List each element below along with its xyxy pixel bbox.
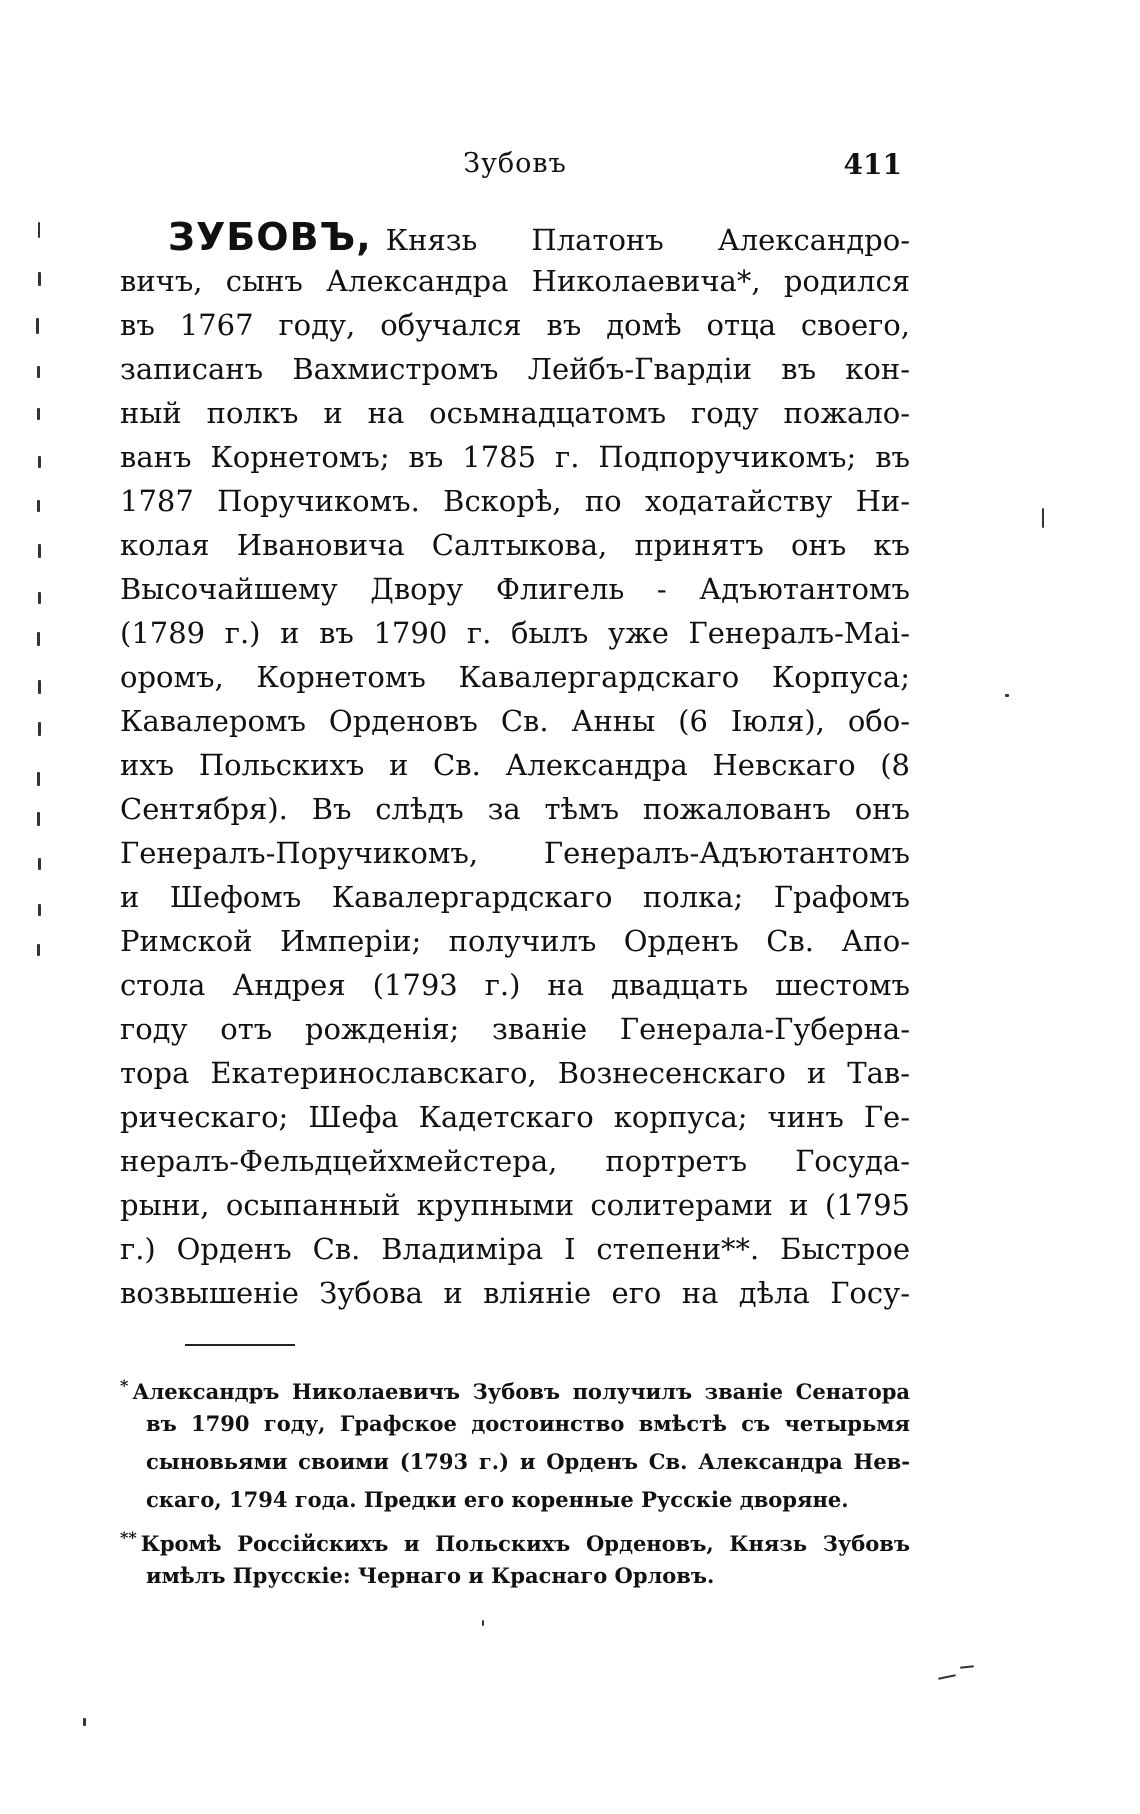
- scan-speck: [37, 944, 40, 956]
- scan-speck: [37, 366, 40, 378]
- footnote-line: сыновьями своими (1793 г.) и Орденъ Св. Александра Нев-: [146, 1449, 910, 1474]
- article-line: вичъ, сынъ Александра Николаевича*, родился: [120, 264, 910, 298]
- scan-speck: [960, 1665, 974, 1668]
- article-line: ихъ Польскихъ и Св. Александра Невскаго (8: [120, 748, 910, 782]
- article-line: ванъ Корнетомъ; въ 1785 г. Подпоручикомъ; въ: [120, 440, 910, 474]
- scan-speck: [83, 1718, 86, 1726]
- scan-speck: [37, 632, 40, 646]
- article-line: въ 1767 году, обучался въ домѣ отца своего,: [120, 308, 910, 342]
- scan-speck: [37, 408, 40, 420]
- article-line: Высочайшему Двору Флигель - Адъютантомъ: [120, 572, 910, 606]
- scan-speck: [38, 858, 41, 870]
- article-line: возвышеніе Зубова и вліяніе его на дѣла Госу-: [120, 1276, 910, 1310]
- article-line: нералъ-Фельдцейхмейстера, портретъ Госуда-: [120, 1144, 910, 1178]
- scan-speck: [1042, 508, 1044, 528]
- footnote-line: скаго, 1794 года. Предки его коренные Русскіе дворяне.: [146, 1487, 849, 1512]
- scan-speck: [938, 1674, 956, 1680]
- article-line: рическаго; Шефа Кадетскаго корпуса; чинъ Ге-: [120, 1100, 910, 1134]
- footnote-separator: [185, 1344, 295, 1346]
- scan-speck: [38, 544, 41, 558]
- article-line: 1787 Поручикомъ. Вскорѣ, по ходатайству Ни-: [120, 484, 910, 518]
- article-line-text: Князь Платонъ Александро-: [385, 223, 910, 257]
- footnote-line: [120, 1367, 910, 1405]
- footnote-line: [120, 1519, 910, 1557]
- scan-speck: [37, 812, 40, 826]
- footnotes: [120, 1367, 910, 1595]
- article-body: [120, 215, 910, 1315]
- footnote-line-text: Кромѣ Россійскихъ и Польскихъ Орденовъ, Князь Зубовъ: [140, 1531, 910, 1556]
- scan-speck: [38, 456, 41, 468]
- article-line: стола Андрея (1793 г.) на двадцать шестомъ: [120, 968, 910, 1002]
- scan-speck: [38, 722, 41, 736]
- article-line: тора Екатеринославскаго, Вознесенскаго и Тав-: [120, 1056, 910, 1090]
- scan-speck: [36, 318, 39, 334]
- scan-speck: [38, 592, 41, 604]
- article-line: записанъ Вахмистромъ Лейбъ-Гвардіи въ кон-: [120, 352, 910, 386]
- scan-speck: [38, 904, 41, 916]
- footnote-line: въ 1790 году, Графское достоинство вмѣстѣ съ четырьмя: [146, 1411, 910, 1436]
- article-line: рыни, осыпанный крупными солитерами и (1795: [120, 1188, 910, 1222]
- footnote-line: имѣлъ Прусскіе: Чернаго и Краснаго Орловъ.: [146, 1563, 715, 1588]
- article-line: колая Ивановича Салтыкова, принятъ онъ къ: [120, 528, 910, 562]
- article-line: Генералъ-Поручикомъ, Генералъ-Адъютантомъ: [120, 836, 910, 870]
- footnote-marker: **: [120, 1528, 137, 1547]
- article-line: (1789 г.) и въ 1790 г. былъ уже Генералъ-Маі-: [120, 616, 910, 650]
- article-line: и Шефомъ Кавалергардскаго полка; Графомъ: [120, 880, 910, 914]
- scan-speck: [37, 772, 40, 786]
- scan-speck: [38, 222, 40, 238]
- running-title: Зубовъ: [463, 148, 567, 179]
- article-line: году отъ рожденія; званіе Генерала-Губерна-: [120, 1012, 910, 1046]
- article-line: Сентября). Въ слѣдъ за тѣмъ пожалованъ онъ: [120, 792, 910, 826]
- scan-speck: [1005, 694, 1009, 697]
- article-line: [120, 215, 910, 259]
- scan-speck: [38, 272, 41, 286]
- scan-speck: [482, 1620, 484, 1626]
- article-line: Кавалеромъ Орденовъ Св. Анны (6 Іюля), обо-: [120, 704, 910, 738]
- footnote-marker: *: [120, 1376, 129, 1395]
- article-line: Римской Имперіи; получилъ Орденъ Св. Апо-: [120, 924, 910, 958]
- article-line: ный полкъ и на осьмнадцатомъ году пожало-: [120, 396, 910, 430]
- article-line: г.) Орденъ Св. Владиміра I степени**. Быстрое: [120, 1232, 910, 1266]
- scan-speck: [37, 500, 40, 512]
- running-header: [120, 148, 910, 188]
- page-number: 411: [843, 148, 902, 181]
- footnote-line-text: Александръ Николаевичъ Зубовъ получилъ званіе Сенатора: [132, 1379, 910, 1404]
- article-headword: ЗУБОВЪ,: [168, 215, 372, 259]
- scan-speck: [38, 680, 41, 694]
- article-line: оромъ, Корнетомъ Кавалергардскаго Корпуса;: [120, 660, 910, 694]
